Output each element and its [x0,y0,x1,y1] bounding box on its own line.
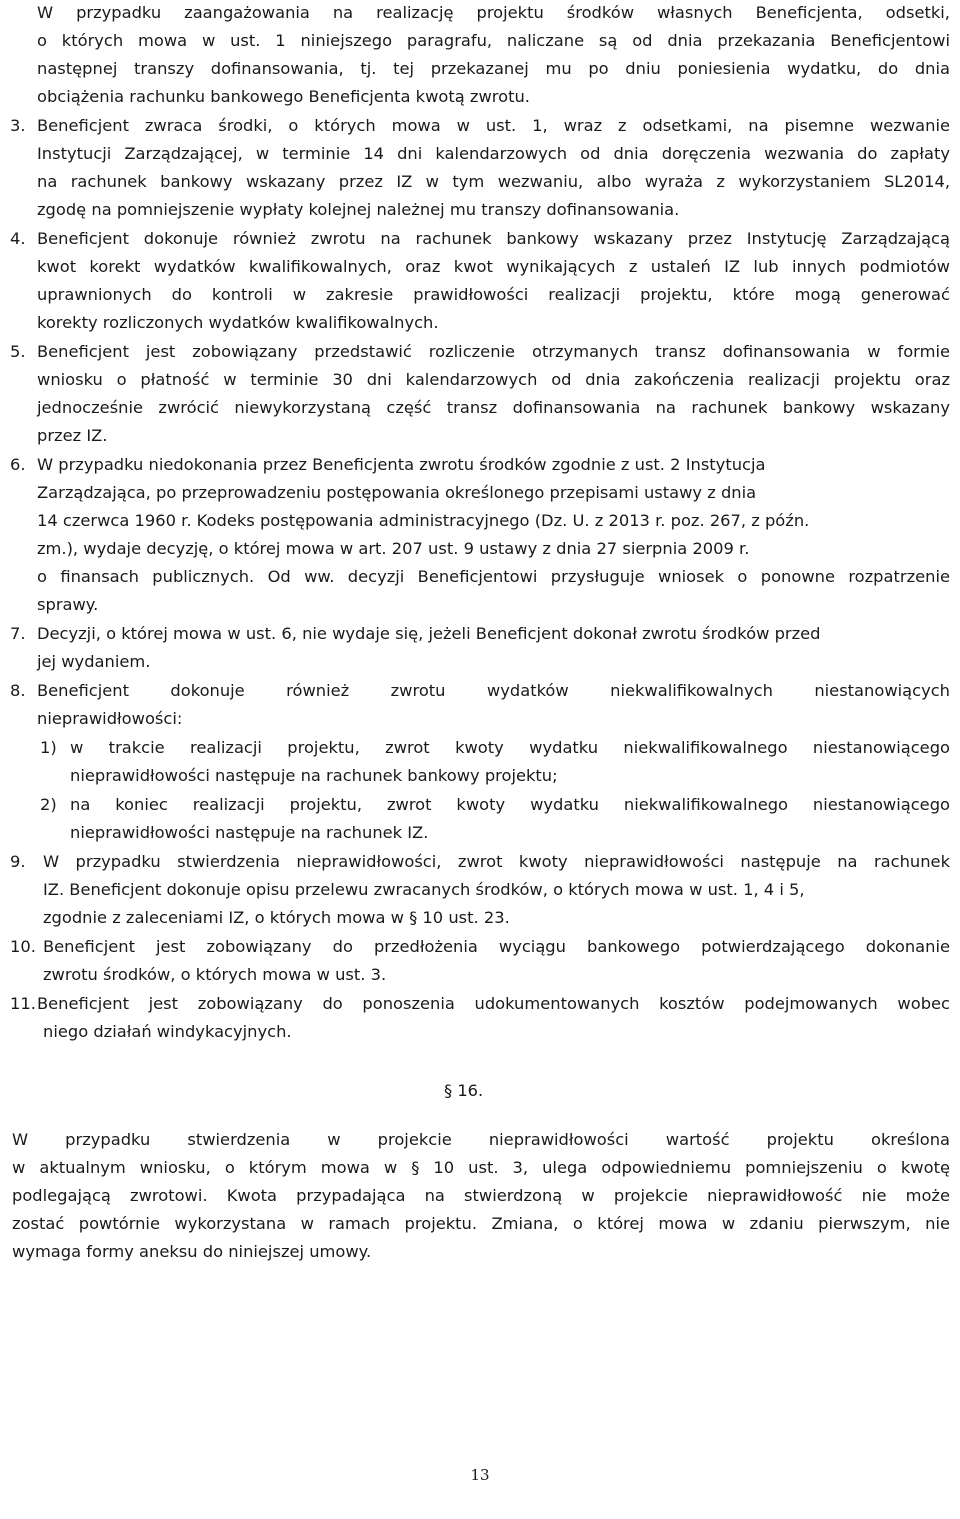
line-text: wymaga formy aneksu do niniejszej umowy. [12,1242,372,1261]
page-number: 13 [470,1466,490,1484]
text-line [0,256,960,278]
text-line [0,397,960,419]
line-text: niego działań windykacyjnych. [43,1022,292,1041]
line-text: zwrotu środków, o których mowa w ust. 3. [43,965,387,984]
text-line [0,822,960,844]
line-text: korekty rozliczonych wydatków kwalifikowalnych. [37,313,439,332]
line-text: podlegającą zwrotowi. Kwota przypadająca na stwierdzoną w projekcie nieprawidłowość nie może [12,1186,950,1205]
line-text: na koniec realizacji projektu, zwrot kwoty wydatku niekwalifikowalnego niestanowiącego [70,795,950,814]
text-line [0,510,960,532]
text-line [0,651,960,673]
list-number: 10. [10,937,36,956]
text-line [0,1021,960,1043]
text-line [0,594,960,616]
text-line [0,2,960,24]
line-text: zgodnie z zaleceniami IZ, o których mowa w § 10 ust. 23. [43,908,510,927]
line-text: W przypadku niedokonania przez Beneficjenta zwrotu środków zgodnie z ust. 2 Instytucja [37,455,766,474]
text-line [0,708,960,730]
list-number: 9. [10,852,26,871]
line-text: zgodę na pomniejszenie wypłaty kolejnej należnej mu transzy dofinansowania. [37,200,680,219]
line-text: Beneficjent dokonuje również zwrotu wydatków niekwalifikowalnych niestanowiących [37,681,950,700]
text-line [0,1213,960,1235]
list-number: 7. [10,624,26,643]
text-line [0,907,960,929]
line-text: obciążenia rachunku bankowego Beneficjenta kwotą zwrotu. [37,87,530,106]
text-line [0,454,960,476]
line-text: Decyzji, o której mowa w ust. 6, nie wydaje się, jeżeli Beneficjent dokonał zwrotu środków przed [37,624,821,643]
line-text: IZ. Beneficjent dokonuje opisu przelewu zwracanych środków, o których mowa w ust. 1, 4 i 5, [43,880,805,899]
text-line [0,1157,960,1179]
text-line [0,1185,960,1207]
text-line [0,171,960,193]
line-text: jednocześnie zwrócić niewykorzystaną część transz dofinansowania na rachunek bankowy wskazany [37,398,950,417]
line-text: Beneficjent dokonuje również zwrotu na rachunek bankowy wskazany przez Instytucję Zarządzającą [37,229,950,248]
line-text: Instytucji Zarządzającej, w terminie 14 dni kalendarzowych od dnia doręczenia wezwania do zapłaty [37,144,950,163]
text-line [0,115,960,137]
text-line [0,199,960,221]
text-line [0,680,960,702]
line-text: w trakcie realizacji projektu, zwrot kwoty wydatku niekwalifikowalnego niestanowiącego [70,738,950,757]
line-text: W przypadku stwierdzenia nieprawidłowości, zwrot kwoty nieprawidłowości następuje na rachunek [43,852,950,871]
text-line [0,623,960,645]
text-line [0,228,960,250]
line-text: W przypadku zaangażowania na realizację projektu środków własnych Beneficjenta, odsetki, [37,3,950,22]
text-line [0,86,960,108]
line-text: nieprawidłowości następuje na rachunek bankowy projektu; [70,766,558,785]
text-line [0,30,960,52]
list-number: 1) [40,738,57,757]
text-line [0,794,960,816]
list-number: 5. [10,342,26,361]
line-text: kwot korekt wydatków kwalifikowalnych, oraz kwot wynikających z ustaleń IZ lub innych podmiotów [37,257,950,276]
line-text: jej wydaniem. [37,652,151,671]
line-text: nieprawidłowości: [37,709,183,728]
text-line [0,143,960,165]
text-line [0,566,960,588]
text-line [0,425,960,447]
text-line [0,369,960,391]
text-line [0,58,960,80]
text-line [0,737,960,759]
line-text: następnej transzy dofinansowania, tj. tej przekazanej mu po dniu poniesienia wydatku, do dnia [37,59,950,78]
text-line [0,1129,960,1151]
list-number: 11. [10,994,36,1013]
line-text: 14 czerwca 1960 r. Kodeks postępowania administracyjnego (Dz. U. z 2013 r. poz. 267, z późn. [37,511,810,530]
line-text: Beneficjent jest zobowiązany do przedłożenia wyciągu bankowego potwierdzającego dokonanie [43,937,950,956]
list-number: 2) [40,795,57,814]
text-line [0,341,960,363]
text-line [0,851,960,873]
line-text: W przypadku stwierdzenia w projekcie nieprawidłowości wartość projektu określona [12,1130,950,1149]
line-text: zm.), wydaje decyzję, o której mowa w art. 207 ust. 9 ustawy z dnia 27 sierpnia 2009 r. [37,539,750,558]
line-text: uprawnionych do kontroli w zakresie prawidłowości realizacji projektu, które mogą generować [37,285,950,304]
text-line [0,482,960,504]
text-line [0,964,960,986]
section-heading: § 16. [444,1081,484,1100]
line-text: wniosku o płatność w terminie 30 dni kalendarzowych od dnia zakończenia realizacji projektu oraz [37,370,950,389]
line-text: sprawy. [37,595,99,614]
text-line [0,312,960,334]
list-number: 6. [10,455,26,474]
line-text: na rachunek bankowy wskazany przez IZ w tym wezwaniu, albo wyraża z wykorzystaniem SL2014, [37,172,950,191]
line-text: nieprawidłowości następuje na rachunek IZ. [70,823,429,842]
text-line [0,538,960,560]
line-text: przez IZ. [37,426,108,445]
line-text: o finansach publicznych. Od ww. decyzji Beneficjentowi przysługuje wniosek o ponowne rozpatrzenie [37,567,950,586]
text-line [0,1241,960,1263]
line-text: o których mowa w ust. 1 niniejszego paragrafu, naliczane są od dnia przekazania Beneficjentowi [37,31,950,50]
list-number: 4. [10,229,26,248]
line-text: zostać powtórnie wykorzystana w ramach projektu. Zmiana, o której mowa w zdaniu pierwszym, nie [12,1214,950,1233]
text-line [0,284,960,306]
list-number: 8. [10,681,26,700]
list-number: 3. [10,116,26,135]
line-text: w aktualnym wniosku, o którym mowa w § 10 ust. 3, ulega odpowiedniemu pomniejszeniu o kwotę [12,1158,950,1177]
text-line [0,936,960,958]
line-text: Zarządzająca, po przeprowadzeniu postępowania określonego przepisami ustawy z dnia [37,483,757,502]
text-line [0,765,960,787]
line-text: Beneficjent jest zobowiązany do ponoszenia udokumentowanych kosztów podejmowanych wobec [37,994,950,1013]
line-text: Beneficjent jest zobowiązany przedstawić rozliczenie otrzymanych transz dofinansowania w formie [37,342,950,361]
text-line [0,879,960,901]
line-text: Beneficjent zwraca środki, o których mowa w ust. 1, wraz z odsetkami, na pisemne wezwanie [37,116,950,135]
text-line [0,993,960,1015]
